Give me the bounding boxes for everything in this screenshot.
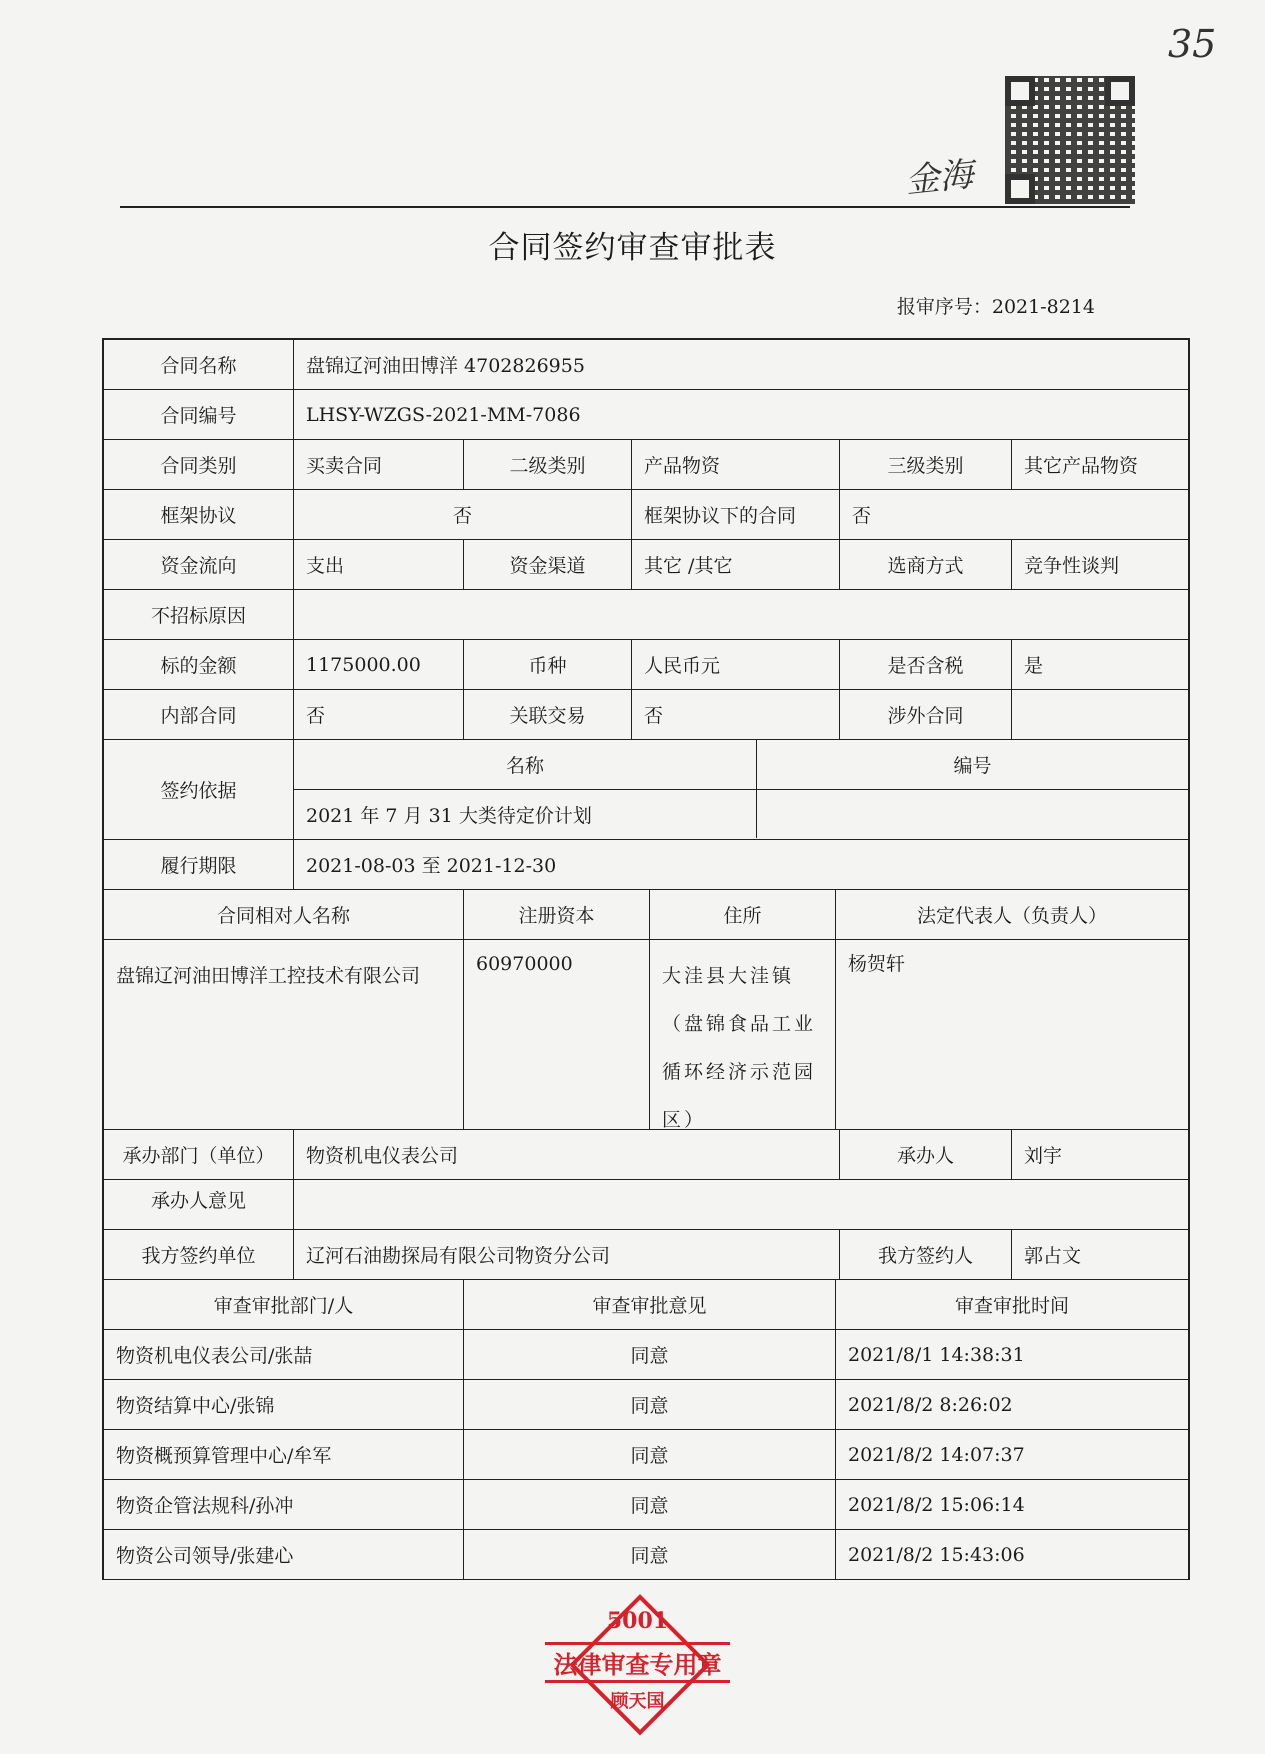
- label: 二级类别: [464, 440, 632, 489]
- row-handler: [104, 1130, 1188, 1180]
- basis-name-header: 名称: [294, 740, 757, 789]
- header: 审查审批时间: [954, 1295, 1069, 1317]
- stamp-code: 5001: [606, 1608, 669, 1634]
- contract-info-table: [102, 338, 1190, 1580]
- label: 资金渠道: [464, 540, 632, 589]
- basis-name: 2021 年 7 月 31 大类待定价计划: [294, 790, 757, 838]
- review-row: [104, 1480, 1188, 1530]
- internal-contract: 否: [294, 690, 464, 739]
- label: 涉外合同: [840, 690, 1012, 739]
- category: 买卖合同: [294, 440, 464, 489]
- no-bid-reason: [294, 590, 1188, 639]
- review-opinion: 同意: [464, 1530, 836, 1579]
- review-time: 2021/8/2 15:43:06: [848, 1543, 1025, 1566]
- reviewer: 物资结算中心/张锦: [104, 1380, 464, 1429]
- counterparty-row: [104, 940, 1188, 1130]
- label: 我方签约单位: [104, 1230, 294, 1279]
- selection-method: 竞争性谈判: [1024, 555, 1120, 577]
- header: 法定代表人（负责人）: [916, 905, 1107, 927]
- review-time: 2021/8/1 14:38:31: [848, 1343, 1025, 1366]
- under-framework: 否: [852, 505, 872, 527]
- label: 币种: [464, 640, 632, 689]
- category-2: 产品物资: [632, 440, 840, 489]
- review-row: [104, 1530, 1188, 1580]
- label: 履行期限: [104, 840, 294, 889]
- label: 框架协议下的合同: [632, 490, 840, 539]
- foreign-contract: [1012, 690, 1188, 739]
- header: 审查审批部门/人: [104, 1280, 464, 1329]
- framework: 否: [294, 490, 632, 539]
- registered-capital: 60970000: [464, 940, 650, 1129]
- handler-opinion: [294, 1180, 1188, 1229]
- fund-channel: 其它 /其它: [632, 540, 840, 589]
- label: 关联交易: [464, 690, 632, 739]
- label: 内部合同: [104, 690, 294, 739]
- review-time: 2021/8/2 8:26:02: [848, 1393, 1013, 1416]
- signing-unit: 辽河石油勘探局有限公司物资分公司: [294, 1230, 840, 1279]
- signer: 郭占文: [1024, 1245, 1082, 1267]
- header: 注册资本: [464, 890, 650, 939]
- row-name: [104, 340, 1188, 390]
- counterparty-header: [104, 890, 1188, 940]
- address: 大洼县大洼镇（盘锦食品工业循环经济示范园区）: [650, 940, 836, 1129]
- contract-name: 盘锦辽河油田博洋 4702826955: [306, 355, 585, 377]
- handwritten-page-number: 35: [1168, 22, 1217, 66]
- currency: 人民币元: [632, 640, 840, 689]
- fund-flow: 支出: [294, 540, 464, 589]
- basis-number-header: 编号: [953, 755, 992, 777]
- stamp-text: 法律审查专用章: [545, 1642, 730, 1683]
- serial-number: 报审序号：2021-8214: [896, 296, 1095, 318]
- stamp-name: 顾天国: [610, 1691, 665, 1712]
- label: 选商方式: [840, 540, 1012, 589]
- row-category: [104, 440, 1188, 490]
- review-row: [104, 1330, 1188, 1380]
- row-internal: [104, 690, 1188, 740]
- performance-period: 2021-08-03 至 2021-12-30: [306, 855, 557, 877]
- handler-person: 刘宇: [1024, 1145, 1063, 1167]
- legal-representative: 杨贺轩: [848, 953, 906, 975]
- label: 承办部门（单位）: [104, 1130, 294, 1179]
- review-opinion: 同意: [464, 1330, 836, 1379]
- review-opinion: 同意: [464, 1480, 836, 1529]
- header: 合同相对人名称: [104, 890, 464, 939]
- row-basis: [104, 740, 1188, 840]
- review-time: 2021/8/2 14:07:37: [848, 1443, 1025, 1466]
- review-row: [104, 1380, 1188, 1430]
- label: 承办人意见: [104, 1180, 294, 1229]
- header-divider: [120, 206, 1130, 208]
- reviewer: 物资概预算管理中心/牟军: [104, 1430, 464, 1479]
- review-header: [104, 1280, 1188, 1330]
- contract-number: LHSY-WZGS-2021-MM-7086: [306, 403, 581, 426]
- row-signing-unit: [104, 1230, 1188, 1280]
- review-time: 2021/8/2 15:06:14: [848, 1493, 1025, 1516]
- handwritten-signature: 金海: [903, 154, 976, 202]
- label: 资金流向: [104, 540, 294, 589]
- label: 我方签约人: [840, 1230, 1012, 1279]
- row-opinion: [104, 1180, 1188, 1230]
- label: 合同编号: [104, 390, 294, 439]
- label: 是否含税: [840, 640, 1012, 689]
- label: 合同名称: [104, 340, 294, 389]
- header: 审查审批意见: [464, 1280, 836, 1329]
- row-amount: [104, 640, 1188, 690]
- page-title: 合同签约审查审批表: [488, 230, 777, 266]
- label: 合同类别: [104, 440, 294, 489]
- label: 签约依据: [104, 740, 294, 839]
- related-transaction: 否: [632, 690, 840, 739]
- row-no-bid: [104, 590, 1188, 640]
- label: 承办人: [840, 1130, 1012, 1179]
- row-number: [104, 390, 1188, 440]
- reviewer: 物资公司领导/张建心: [104, 1530, 464, 1579]
- tax-included: 是: [1024, 655, 1044, 677]
- basis-number: [757, 790, 1188, 838]
- review-opinion: 同意: [464, 1430, 836, 1479]
- row-funds: [104, 540, 1188, 590]
- label: 标的金额: [104, 640, 294, 689]
- row-period: [104, 840, 1188, 890]
- category-3: 其它产品物资: [1024, 455, 1139, 477]
- header: 住所: [650, 890, 836, 939]
- counterparty-name: 盘锦辽河油田博洋工控技术有限公司: [104, 940, 464, 1129]
- reviewer: 物资机电仪表公司/张喆: [104, 1330, 464, 1379]
- qr-code: [1005, 76, 1135, 204]
- review-row: [104, 1430, 1188, 1480]
- reviewer: 物资企管法规科/孙冲: [104, 1480, 464, 1529]
- amount: 1175000.00: [294, 640, 464, 689]
- label: 不招标原因: [104, 590, 294, 639]
- review-opinion: 同意: [464, 1380, 836, 1429]
- label: 三级类别: [840, 440, 1012, 489]
- legal-review-stamp: [545, 1600, 730, 1730]
- handling-department: 物资机电仪表公司: [294, 1130, 840, 1179]
- label: 框架协议: [104, 490, 294, 539]
- row-framework: [104, 490, 1188, 540]
